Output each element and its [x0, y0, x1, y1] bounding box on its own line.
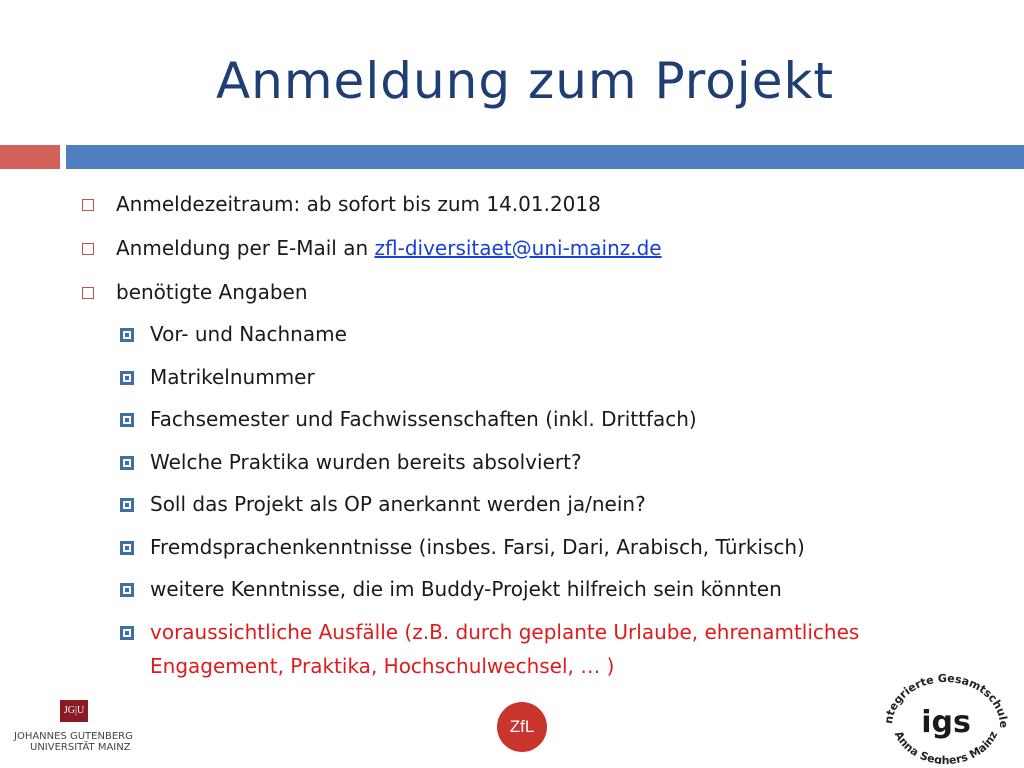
accent-bar-blue	[66, 145, 1024, 169]
filled-square-bullet-icon	[120, 626, 134, 640]
square-bullet-icon	[82, 243, 94, 255]
accent-bar-red	[0, 145, 60, 169]
subitem-matriculation: Matrikelnummer	[150, 365, 315, 389]
email-link[interactable]: zfl-diversitaet@uni-mainz.de	[374, 236, 662, 260]
square-bullet-icon	[82, 199, 94, 211]
filled-square-bullet-icon	[120, 413, 134, 427]
filled-square-bullet-icon	[120, 456, 134, 470]
subitem-absences-line1: voraussichtliche Ausfälle (z.B. durch geplante Urlaube, ehrenamtliches	[150, 620, 860, 644]
subitem-semester-subjects: Fachsemester und Fachwissenschaften (inkl. Drittfach)	[150, 407, 697, 431]
igs-bottom-text: Anna Seghers Mainz	[891, 728, 1001, 764]
filled-square-bullet-icon	[120, 371, 134, 385]
igs-logo	[880, 668, 1010, 764]
email-intro-text: Anmeldung per E-Mail an	[116, 236, 375, 260]
igs-top-text: ntegrierte Gesamtschule	[881, 671, 1010, 729]
subitem-op-recognition: Soll das Projekt als OP anerkannt werden ja/nein?	[150, 492, 646, 516]
subitem-name: Vor- und Nachname	[150, 322, 347, 346]
igs-mid-text: igs	[921, 705, 971, 740]
subitem-absences-line2: Engagement, Praktika, Hochschulwechsel, … )	[150, 654, 615, 678]
filled-square-bullet-icon	[120, 541, 134, 555]
zfl-logo: ZfL	[497, 702, 547, 752]
bullet-required-info: benötigte Angaben	[116, 280, 308, 304]
subitem-internships: Welche Praktika wurden bereits absolviert?	[150, 450, 582, 474]
bullet-registration-email	[116, 236, 662, 260]
bullet-registration-period: Anmeldezeitraum: ab sofort bis zum 14.01.2018	[116, 192, 601, 216]
subitem-other-skills: weitere Kenntnisse, die im Buddy-Projekt hilfreich sein könnten	[150, 577, 782, 601]
filled-square-bullet-icon	[120, 498, 134, 512]
square-bullet-icon	[82, 287, 94, 299]
jgu-logo: JG|U	[60, 700, 88, 722]
filled-square-bullet-icon	[120, 583, 134, 597]
jgu-logo-line1: JOHANNES GUTENBERG	[14, 731, 133, 742]
subitem-languages: Fremdsprachenkenntnisse (insbes. Farsi, Dari, Arabisch, Türkisch)	[150, 535, 805, 559]
filled-square-bullet-icon	[120, 328, 134, 342]
slide-title: Anmeldung zum Projekt	[215, 52, 835, 110]
jgu-logo-line2: UNIVERSITÄT MAINZ	[30, 742, 131, 753]
